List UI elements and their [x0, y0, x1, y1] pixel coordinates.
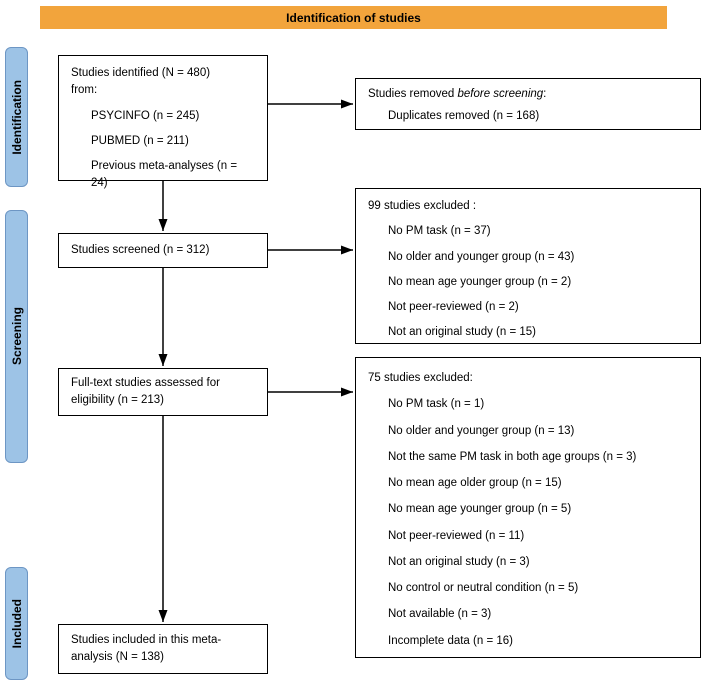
stage-label-text: Included	[9, 598, 24, 649]
excluded-item: No older and younger group (n = 43)	[388, 250, 575, 263]
stage-label-identification	[5, 47, 28, 187]
source-item: Previous meta-analyses (n = 24)	[91, 160, 238, 190]
box-line: Full-text studies assessed for eligibility (n = 213)	[71, 377, 220, 407]
box-title: 75 studies excluded:	[368, 372, 473, 384]
box-studies-included	[58, 624, 268, 674]
diagram-title: Identification of studies	[286, 10, 421, 25]
diagram-title-bar	[40, 6, 667, 29]
box-title	[368, 86, 688, 103]
box-title-italic: before screening	[457, 88, 544, 100]
excluded-item: No older and younger group (n = 13)	[388, 424, 575, 437]
stage-label-included	[5, 567, 28, 680]
excluded-item: No control or neutral condition (n = 5)	[388, 582, 579, 594]
box-studies-removed	[355, 78, 701, 130]
excluded-item: Not peer-reviewed (n = 2)	[388, 301, 519, 313]
box-line: Studies screened (n = 312)	[71, 243, 210, 256]
excluded-item: Not peer-reviewed (n = 11)	[388, 529, 525, 542]
box-fulltext-assessed	[58, 368, 268, 416]
box-studies-screened	[58, 233, 268, 268]
box-studies-identified	[58, 55, 268, 190]
excluded-item: Not available (n = 3)	[388, 608, 492, 621]
excluded-item: Not the same PM task in both age groups (n = 3)	[388, 450, 637, 463]
box-line: from:	[71, 84, 98, 97]
excluded-item: No mean age younger group (n = 5)	[388, 503, 572, 516]
excluded-item: No PM task (n = 37)	[388, 225, 491, 238]
excluded-item: Not an original study (n = 3)	[388, 555, 530, 568]
box-excluded-screening	[355, 188, 701, 344]
box-line: Studies identified (N = 480)	[71, 67, 211, 79]
excluded-item: No PM task (n = 1)	[388, 398, 485, 411]
box-line: Studies included in this meta-analysis (N = 138)	[71, 634, 222, 664]
source-item: PUBMED (n = 211)	[91, 134, 189, 147]
removed-item: Duplicates removed (n = 168)	[388, 110, 540, 123]
box-title-suffix: :	[543, 88, 547, 100]
source-item: PSYCINFO (n = 245)	[91, 109, 200, 122]
excluded-item: No mean age older group (n = 15)	[388, 477, 562, 489]
excluded-item: Incomplete data (n = 16)	[388, 634, 513, 647]
excluded-item: Not an original study (n = 15)	[388, 326, 536, 339]
stage-label-screening	[5, 210, 28, 463]
box-title-prefix: Studies removed	[368, 88, 458, 100]
box-title: 99 studies excluded :	[368, 200, 477, 212]
stage-label-text: Screening	[9, 307, 24, 366]
excluded-item: No mean age younger group (n = 2)	[388, 275, 572, 288]
stage-label-text: Identification	[9, 79, 24, 155]
box-excluded-eligibility	[355, 357, 701, 658]
